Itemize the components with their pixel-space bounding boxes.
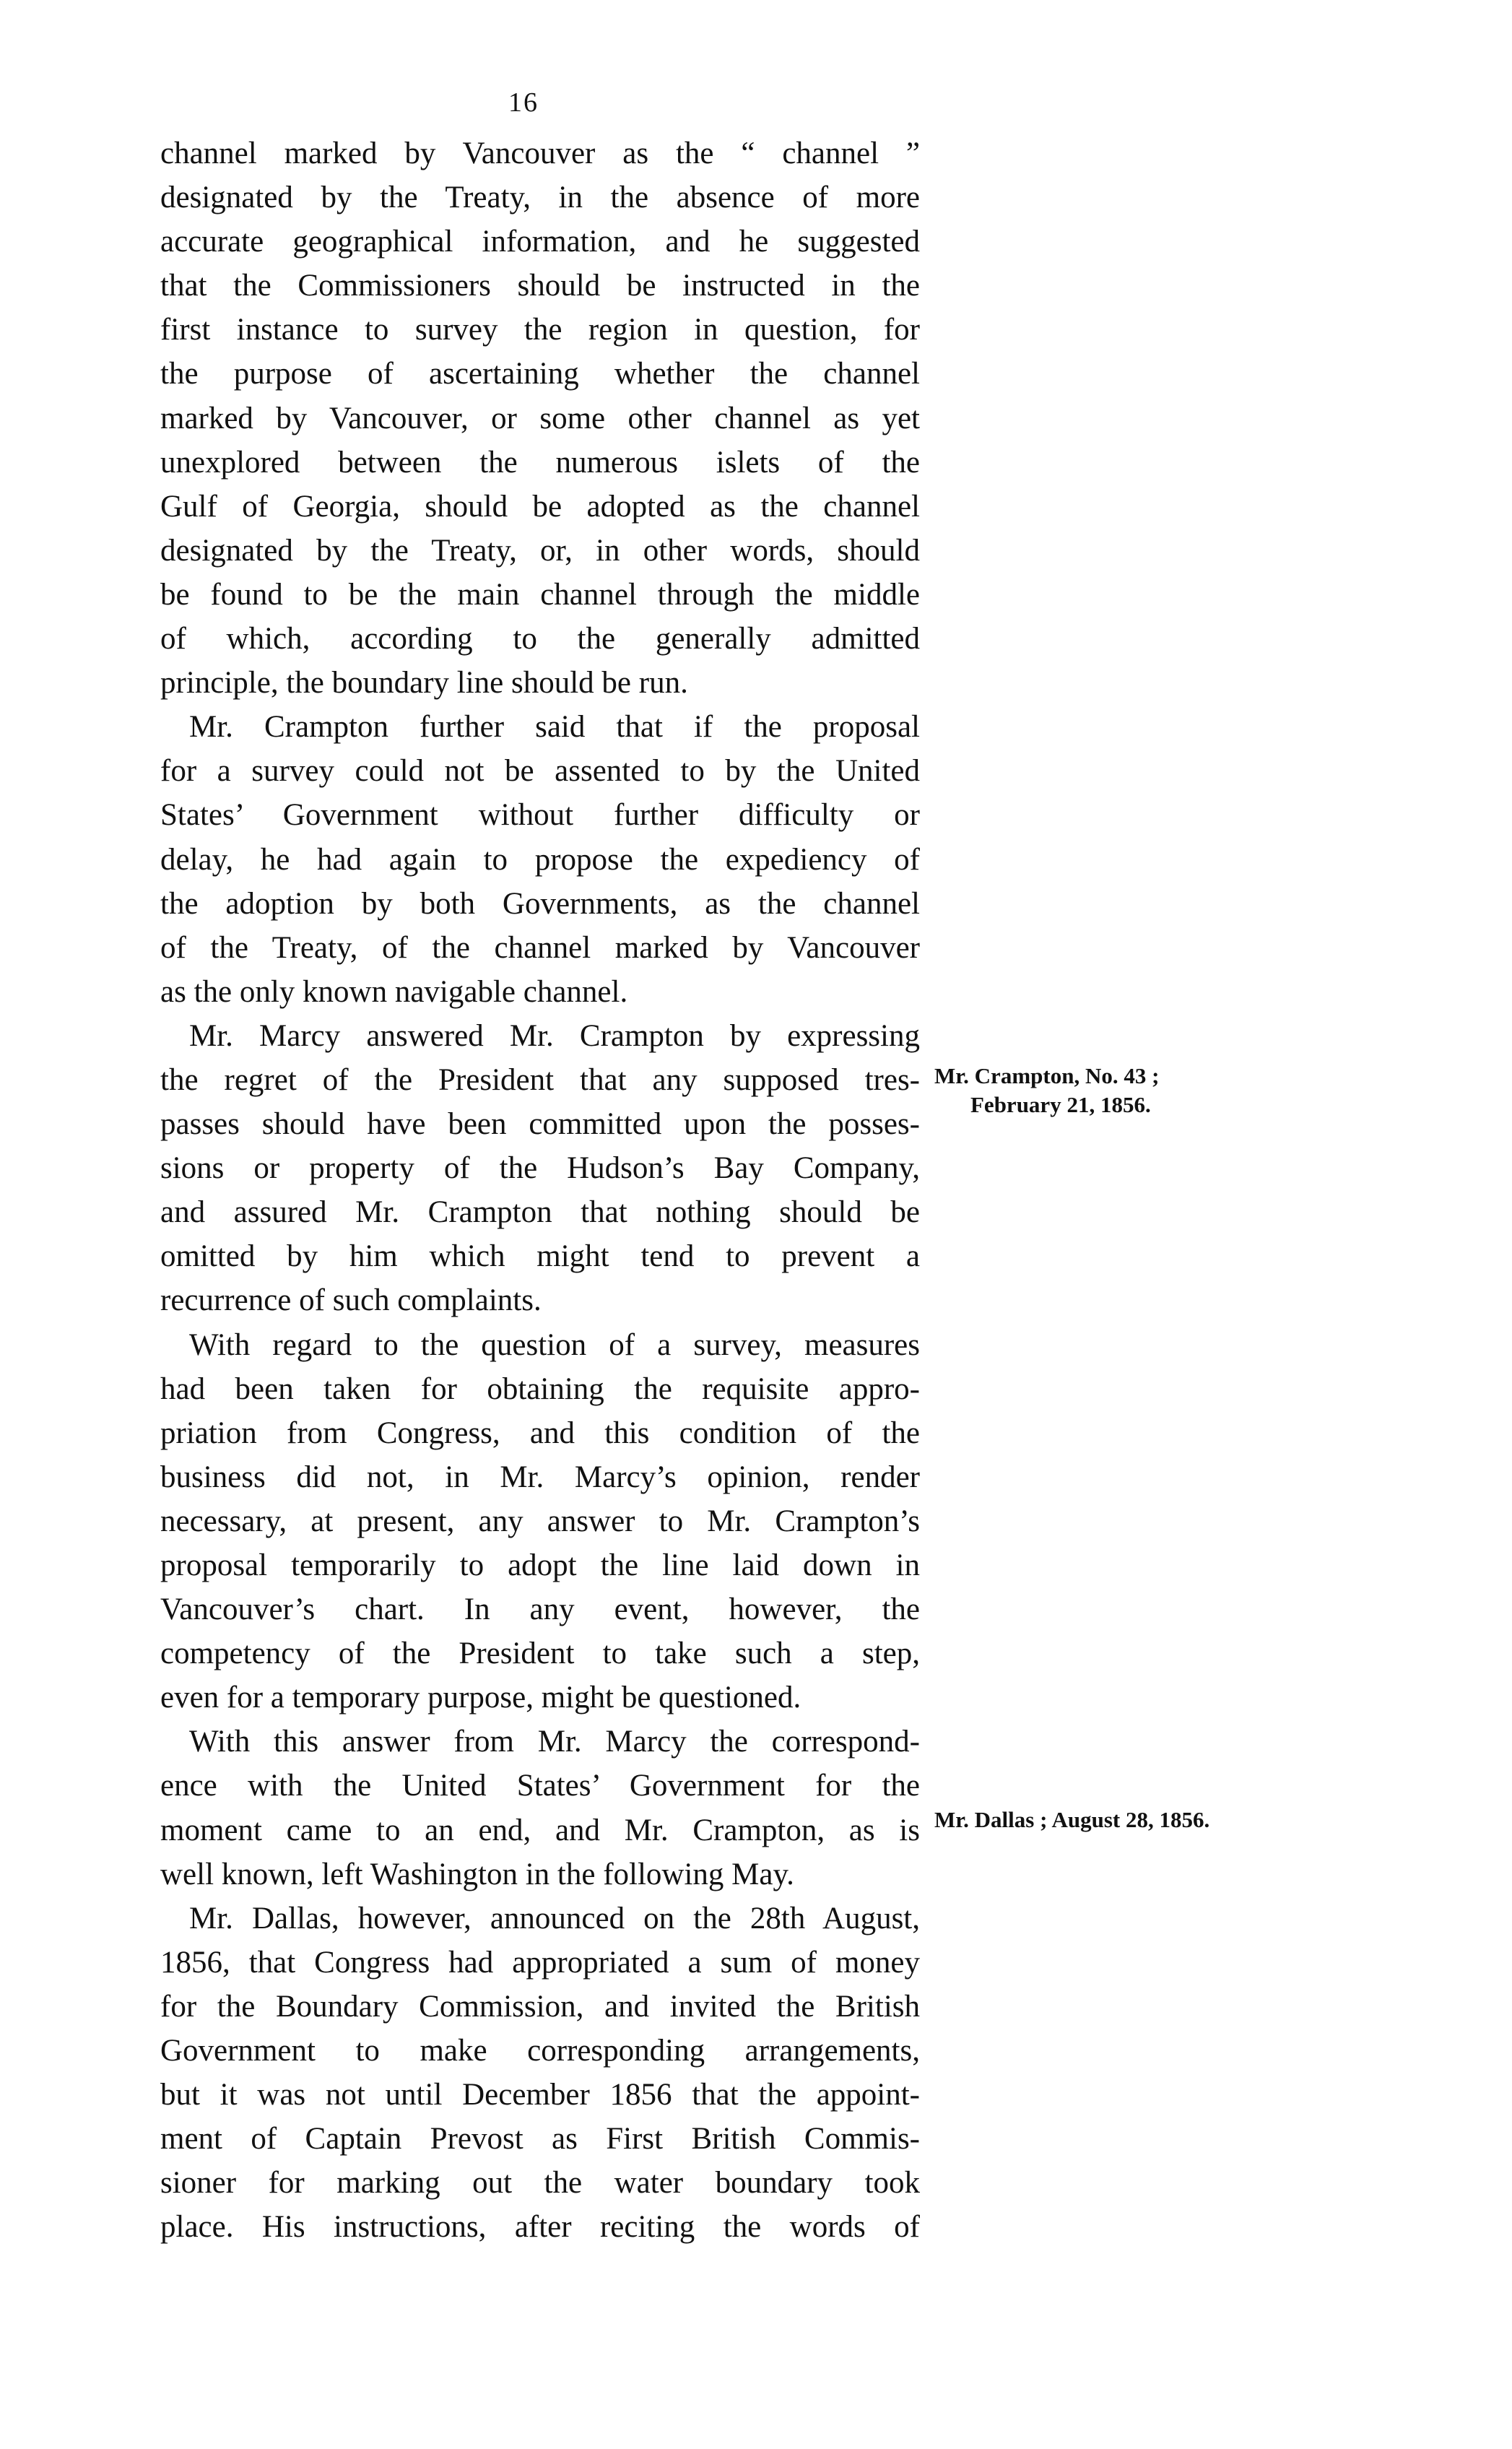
text-line: marked by Vancouver, or some other channel as yet bbox=[160, 401, 920, 435]
text-line: business did not, in Mr. Marcy’s opinion, render bbox=[160, 1460, 920, 1494]
margin-note-line: Mr. Crampton, No. 43 ; bbox=[934, 1063, 1160, 1088]
text-line: channel marked by Vancouver as the “ channel ” bbox=[160, 136, 920, 170]
text-line: Vancouver’s chart. In any event, however, the bbox=[160, 1592, 920, 1627]
body-text bbox=[160, 131, 920, 2250]
text-line: that the Commissioners should be instructed in the bbox=[160, 269, 920, 303]
text-line: for a survey could not be assented to by the United bbox=[160, 754, 920, 789]
text-line: 1856, that Congress had appropriated a sum of money bbox=[160, 1945, 920, 1980]
margin-note-crampton bbox=[934, 1062, 1159, 1119]
text-line: principle, the boundary line should be run. bbox=[160, 666, 688, 701]
text-line: unexplored between the numerous islets of the bbox=[160, 445, 920, 480]
text-line: Mr. Dallas, however, announced on the 28th August, bbox=[189, 1901, 920, 1936]
text-line: of which, according to the generally admitted bbox=[160, 622, 920, 656]
text-line: even for a temporary purpose, might be questioned. bbox=[160, 1681, 801, 1715]
text-line: Mr. Marcy answered Mr. Crampton by expressing bbox=[189, 1018, 920, 1053]
text-line: the purpose of ascertaining whether the channel bbox=[160, 357, 920, 391]
text-line: but it was not until December 1856 that the appoint- bbox=[160, 2078, 920, 2112]
text-line: had been taken for obtaining the requisite appro- bbox=[160, 1371, 920, 1406]
text-line: Government to make corresponding arrangements, bbox=[160, 2034, 920, 2068]
text-line: omitted by him which might tend to prevent a bbox=[160, 1239, 920, 1274]
text-line: be found to be the main channel through the middle bbox=[160, 577, 920, 612]
text-line: designated by the Treaty, or, in other words, should bbox=[160, 533, 920, 568]
margin-note-dallas bbox=[934, 1806, 1209, 1834]
margin-note-line: Mr. Dallas ; August 28, 1856. bbox=[934, 1807, 1210, 1832]
text-line: Mr. Crampton further said that if the proposal bbox=[189, 710, 920, 745]
text-line: With this answer from Mr. Marcy the correspond- bbox=[189, 1725, 920, 1759]
text-line: first instance to survey the region in question, for bbox=[160, 313, 920, 347]
text-line: passes should have been committed upon the posses- bbox=[160, 1107, 920, 1142]
text-line: the adoption by both Governments, as the channel bbox=[160, 886, 920, 921]
text-line: delay, he had again to propose the expediency of bbox=[160, 842, 920, 877]
text-line: competency of the President to take such a step, bbox=[160, 1637, 920, 1671]
text-line: well known, left Washington in the following May. bbox=[160, 1857, 794, 1891]
text-line: designated by the Treaty, in the absence of more bbox=[160, 181, 920, 215]
text-line: moment came to an end, and Mr. Crampton, as is bbox=[160, 1813, 920, 1847]
text-line: Gulf of Georgia, should be adopted as the channel bbox=[160, 489, 920, 524]
text-line: With regard to the question of a survey, measures bbox=[189, 1327, 920, 1362]
text-line: sions or property of the Hudson’s Bay Company, bbox=[160, 1151, 920, 1186]
text-line: and assured Mr. Crampton that nothing should be bbox=[160, 1195, 920, 1230]
text-line: ence with the United States’ Government for the bbox=[160, 1769, 920, 1803]
text-line: for the Boundary Commission, and invited the British bbox=[160, 1989, 920, 2024]
text-line: States’ Government without further difficulty or bbox=[160, 798, 920, 833]
text-line: as the only known navigable channel. bbox=[160, 974, 628, 1009]
text-line: proposal temporarily to adopt the line laid down in bbox=[160, 1548, 920, 1582]
text-line: place. His instructions, after reciting the words of bbox=[160, 2210, 920, 2245]
text-line: of the Treaty, of the channel marked by Vancouver bbox=[160, 930, 920, 965]
text-line: priation from Congress, and this condition of the bbox=[160, 1416, 920, 1450]
page-number: 16 bbox=[508, 87, 539, 118]
text-line: sioner for marking out the water boundary took bbox=[160, 2166, 920, 2201]
text-line: ment of Captain Prevost as First British Commis- bbox=[160, 2122, 920, 2157]
text-line: the regret of the President that any supposed tres- bbox=[160, 1062, 920, 1097]
text-line: necessary, at present, any answer to Mr. Crampton’s bbox=[160, 1504, 920, 1538]
text-line: accurate geographical information, and he suggested bbox=[160, 225, 920, 259]
text-line: recurrence of such complaints. bbox=[160, 1283, 542, 1318]
margin-note-line: February 21, 1856. bbox=[970, 1092, 1151, 1117]
